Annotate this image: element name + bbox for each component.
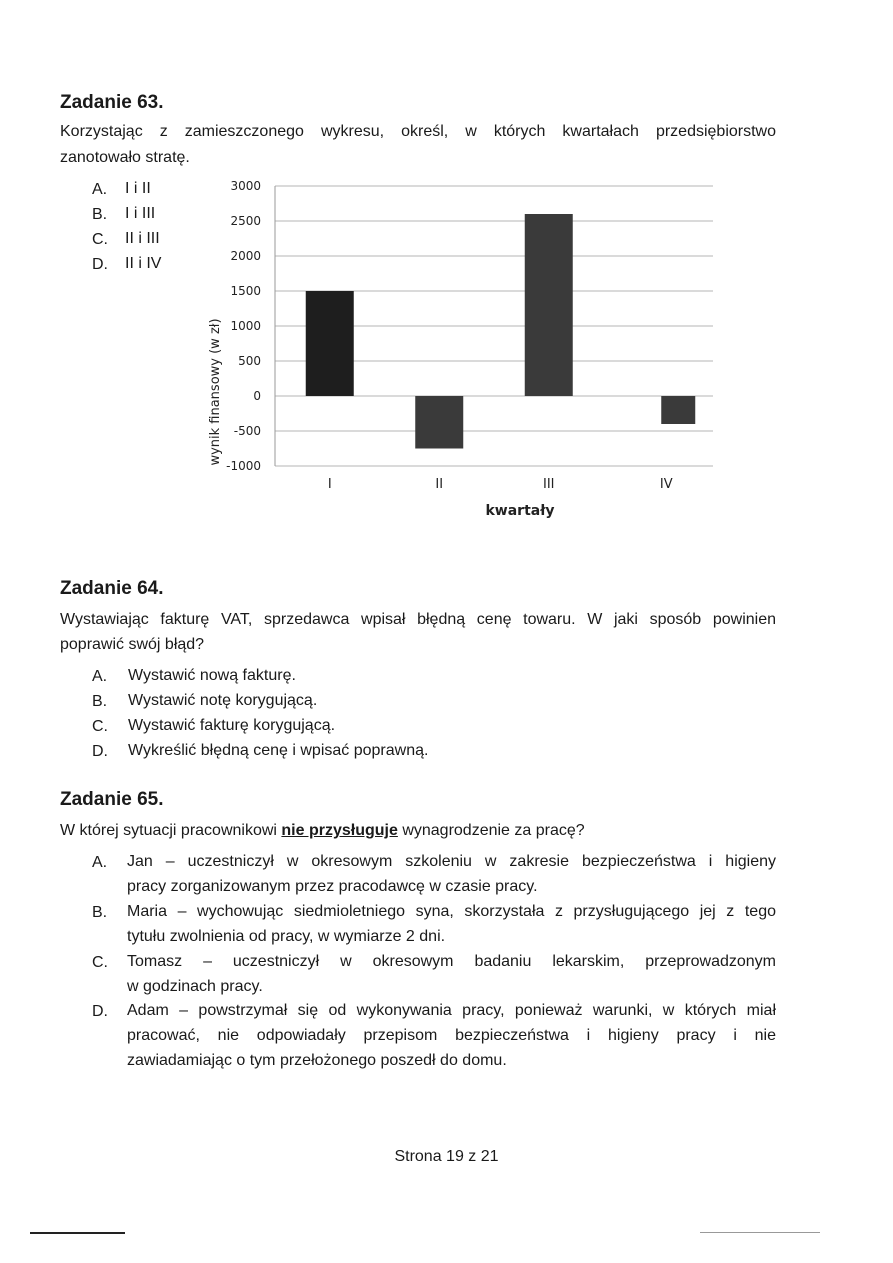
- task63-option-a-letter: A.: [92, 181, 108, 198]
- y-tick-label: 1000: [230, 319, 261, 333]
- page-number: Strona 19 z 21: [394, 1148, 499, 1165]
- task65-heading: Zadanie 65.: [60, 789, 164, 810]
- task64-option-c-text[interactable]: Wystawić fakturę korygującą.: [128, 717, 336, 734]
- task64-option-a-letter: A.: [92, 668, 108, 685]
- x-tick-label: II: [435, 477, 444, 492]
- task65-option-a-letter: A.: [92, 854, 108, 871]
- bar-I: [306, 291, 354, 396]
- task63-option-a-text[interactable]: I i II: [125, 180, 151, 197]
- task65-option-d-letter: D.: [92, 1003, 108, 1020]
- task65-option-a-line1[interactable]: Jan – uczestniczył w okresowym szkoleniu w zakresie bezpieczeństwa i higieny: [127, 853, 776, 870]
- task65-question-post: wynagrodzenie za pracę?: [397, 822, 585, 839]
- chart-x-label: kwartały: [485, 503, 555, 519]
- task65-option-d-line1[interactable]: Adam – powstrzymał się od wykonywania pracy, ponieważ warunki, w których miał: [127, 1002, 776, 1019]
- chart-bars: [306, 214, 696, 449]
- task63-question-line1: Korzystając z zamieszczonego wykresu, określ, w których kwartałach przedsiębiorstwo: [60, 123, 776, 140]
- y-tick-label: 0: [253, 389, 261, 403]
- x-tick-label: III: [542, 477, 555, 492]
- task64-heading: Zadanie 64.: [60, 578, 164, 599]
- chart-y-label: wynik finansowy (w zł): [208, 318, 223, 466]
- task65-option-d-line2[interactable]: pracować, nie odpowiadały przepisom bezpieczeństwa i higieny pracy i nie: [127, 1027, 776, 1044]
- task65-option-b-line2[interactable]: tytułu zwolnienia od pracy, w wymiarze 2 dni.: [127, 928, 446, 945]
- y-tick-label: 1500: [230, 284, 261, 298]
- y-tick-label: 3000: [230, 179, 261, 193]
- scan-mark-right: [700, 1232, 820, 1233]
- bar-II: [415, 396, 463, 449]
- x-tick-label: I: [327, 477, 332, 492]
- bar-III: [525, 214, 573, 396]
- task63-question-line2: zanotowało stratę.: [60, 149, 190, 166]
- task65-option-b-line1[interactable]: Maria – wychowując siedmioletniego syna, skorzystała z przysługującego jej z tego: [127, 903, 776, 920]
- task65-option-a-line2[interactable]: pracy zorganizowanym przez pracodawcę w czasie pracy.: [127, 878, 538, 895]
- task63-option-b-letter: B.: [92, 206, 108, 223]
- bar-IV: [661, 396, 695, 424]
- task63-option-c-text[interactable]: II i III: [125, 230, 160, 247]
- y-tick-label: 2000: [230, 249, 261, 263]
- scan-mark-left: [30, 1232, 125, 1234]
- chart-y-ticks: [226, 179, 261, 473]
- task65-option-d-line3[interactable]: zawiadamiając o tym przełożonego poszedł do domu.: [127, 1052, 507, 1069]
- x-tick-label: IV: [659, 477, 673, 492]
- finance-chart: [195, 170, 735, 530]
- task64-option-b-letter: B.: [92, 693, 108, 710]
- y-tick-label: -500: [233, 424, 261, 438]
- task65-question-pre: W której sytuacji pracownikowi: [60, 822, 282, 839]
- task64-option-a-text[interactable]: Wystawić nową fakturę.: [128, 667, 296, 684]
- task65-option-c-line1[interactable]: Tomasz – uczestniczył w okresowym badaniu lekarskim, przeprowadzonym: [127, 953, 776, 970]
- y-tick-label: 500: [238, 354, 261, 368]
- task63-option-d-letter: D.: [92, 256, 108, 273]
- task64-question-line2: poprawić swój błąd?: [60, 636, 205, 653]
- task64-option-d-text[interactable]: Wykreślić błędną cenę i wpisać poprawną.: [128, 742, 429, 759]
- task65-question-emphasis: nie przysługuje: [281, 822, 398, 839]
- task65-option-c-line2[interactable]: w godzinach pracy.: [127, 978, 263, 995]
- y-tick-label: 2500: [230, 214, 261, 228]
- task64-option-c-letter: C.: [92, 718, 108, 735]
- task65-option-c-letter: C.: [92, 954, 108, 971]
- task63-heading: Zadanie 63.: [60, 92, 164, 113]
- task63-option-b-text[interactable]: I i III: [125, 205, 156, 222]
- task63-option-d-text[interactable]: II i IV: [125, 255, 162, 272]
- task64-question-line1: Wystawiając fakturę VAT, sprzedawca wpisał błędną cenę towaru. W jaki sposób powinien: [60, 611, 776, 628]
- chart-x-ticks: [328, 477, 673, 492]
- task63-option-c-letter: C.: [92, 231, 108, 248]
- task65-question: [60, 818, 585, 843]
- task65-option-b-letter: B.: [92, 904, 108, 921]
- y-tick-label: -1000: [226, 459, 261, 473]
- task64-option-d-letter: D.: [92, 743, 108, 760]
- task64-option-b-text[interactable]: Wystawić notę korygującą.: [128, 692, 318, 709]
